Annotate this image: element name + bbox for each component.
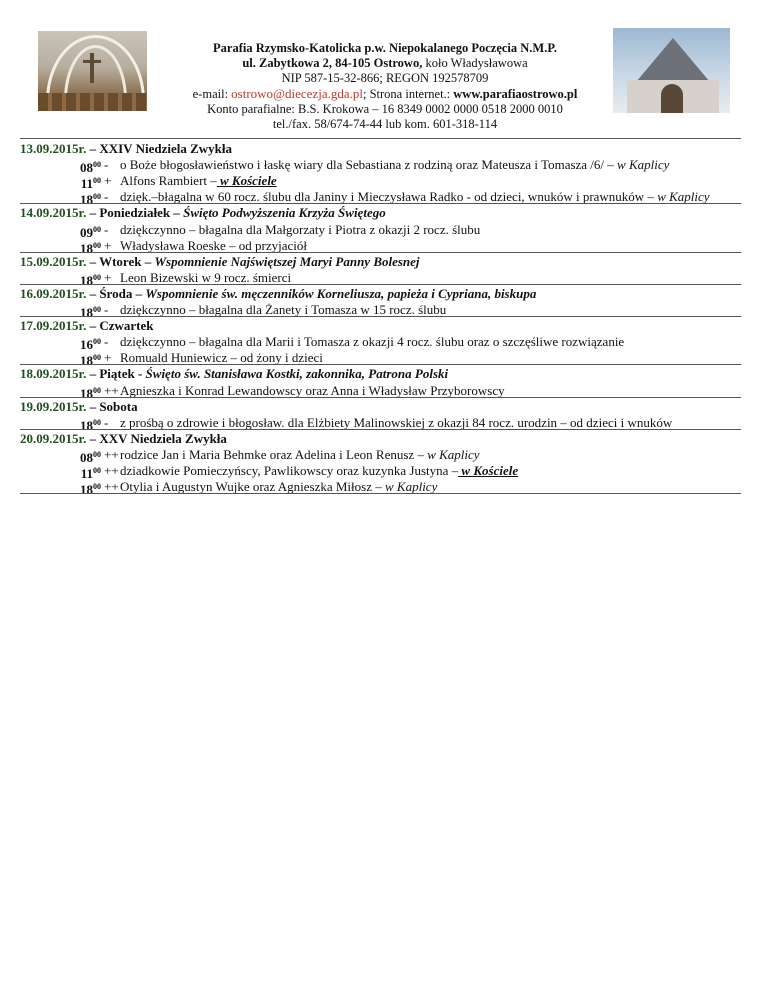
divider: [20, 203, 741, 204]
day-heading: [20, 141, 232, 157]
intention-text: o Boże błogosławieństwo i łaskę wiary dla Sebastiana z rodziną oraz Mateusza i Tomasza /6/ –: [120, 157, 614, 173]
intention-text: Alfons Rambiert –: [120, 173, 217, 189]
mass-hour: 11: [80, 466, 93, 481]
mass-minutes: 00: [93, 176, 101, 186]
mass-intention: [120, 447, 480, 463]
intention-mark: ++: [104, 463, 119, 478]
day-date: 14.09.2015r.: [20, 205, 87, 221]
intention-mark: +: [104, 350, 112, 366]
mass-intention: [120, 222, 480, 238]
intention-text: Władysława Roeske – od przyjaciół: [120, 237, 307, 253]
day-name: – XXV Niedziela Zwykła: [86, 430, 227, 446]
mass-hour: 18: [80, 192, 93, 208]
mass-minutes: 00: [93, 385, 101, 395]
mass-time: [73, 479, 101, 498]
day-name: – Sobota: [86, 398, 138, 414]
intention-mark: ++: [104, 479, 119, 495]
mass-minutes: 00: [93, 466, 101, 475]
intention-mark: -: [104, 302, 109, 317]
day-date: 16.09.2015r.: [20, 285, 87, 301]
intention-mark: ++: [104, 382, 119, 398]
mass-hour: 18: [80, 353, 93, 369]
day-heading: [20, 318, 153, 334]
mass-intention: [120, 157, 669, 173]
mass-minutes: 00: [93, 417, 101, 427]
day-heading: [20, 399, 138, 415]
day-date: 20.09.2015r.: [20, 430, 87, 446]
mass-intention: [120, 463, 518, 479]
day-name: – Wtorek –: [86, 253, 155, 269]
parish-name: Parafia Rzymsko-Katolicka p.w. Niepokalanego Poczęcia N.M.P.: [213, 41, 557, 55]
feast-name: Święto Podwyższenia Krzyża Świętego: [183, 205, 386, 221]
mass-location: w Kaplicy: [613, 157, 670, 173]
day-date: 19.09.2015r.: [20, 398, 87, 414]
mass-hour: 18: [80, 272, 93, 288]
day-heading: [20, 286, 536, 302]
intention-mark: -: [104, 334, 109, 350]
divider: [20, 316, 741, 317]
email-link[interactable]: ostrowo@diecezja.gda.pl: [231, 86, 363, 101]
mass-minutes: 00: [93, 192, 101, 202]
parish-header: [160, 41, 610, 132]
mass-location: w Kościele: [216, 173, 277, 189]
divider: [20, 397, 741, 398]
intention-mark: -: [104, 221, 109, 237]
mass-hour: 08: [80, 449, 93, 465]
mass-minutes: 00: [93, 160, 101, 170]
mass-minutes: 00: [93, 224, 101, 234]
divider: [20, 364, 741, 365]
church-exterior-photo: [613, 28, 730, 113]
mass-intention: [120, 334, 624, 350]
intention-text: dziękczynno – błagalna dla Małgorzaty i Piotra z okazji 2 rocz. ślubu: [120, 221, 481, 237]
mass-hour: 11: [80, 176, 93, 192]
mass-minutes: 00: [93, 272, 101, 282]
mass-minutes: 00: [93, 240, 101, 250]
feast-name: Święto św. Stanisława Kostki, zakonnika, Patrona Polski: [145, 366, 449, 382]
divider: [20, 429, 741, 430]
mass-location: w Kaplicy: [381, 479, 438, 495]
intention-mark: +: [104, 269, 112, 285]
mass-hour: 18: [80, 240, 93, 256]
day-name: – Środa –: [86, 285, 146, 301]
feast-name: Wspomnienie Najświętszej Maryi Panny Bolesnej: [154, 253, 420, 269]
mass-hour: 16: [80, 337, 93, 353]
mass-location: w Kaplicy: [423, 446, 480, 462]
day-date: 17.09.2015r.: [20, 318, 87, 334]
day-name: – Czwartek: [86, 318, 154, 334]
mass-hour: 08: [80, 160, 93, 176]
day-heading: [20, 205, 386, 221]
parish-address: ul. Zabytkowa 2, 84-105 Ostrowo, koło Władysławowa: [242, 56, 528, 70]
parish-contact: e-mail: ostrowo@diecezja.gda.pl; Strona internet.: www.parafiaostrowo.pl: [192, 86, 578, 101]
feast-name: Wspomnienie św. męczenników Korneliusza, papieża i Cypriana, biskupa: [145, 285, 537, 301]
intention-text: dziękczynno – błagalna dla Żanety i Tomasza w 15 rocz. ślubu: [120, 302, 447, 317]
divider: [20, 252, 741, 253]
intention-mark: +: [104, 237, 112, 253]
mass-hour: 09: [80, 224, 93, 240]
mass-hour: 18: [80, 385, 93, 401]
mass-minutes: 00: [93, 449, 101, 459]
day-heading: [20, 431, 227, 447]
mass-intention: [120, 173, 277, 189]
parish-ids: NIP 587-15-32-866; REGON 192578709: [281, 71, 489, 85]
intention-mark: -: [104, 157, 109, 173]
intention-mark: ++: [104, 446, 119, 462]
intention-mark: -: [104, 414, 109, 430]
day-date: 13.09.2015r.: [20, 141, 87, 156]
intention-text: rodzice Jan i Maria Behmke oraz Adelina i Leon Renusz –: [120, 446, 424, 462]
website-link[interactable]: www.parafiaostrowo.pl: [453, 87, 578, 101]
day-date: 18.09.2015r.: [20, 366, 87, 382]
mass-hour: 18: [80, 305, 93, 320]
day-name: – XXIV Niedziela Zwykła: [86, 141, 232, 156]
intention-text: dziękczynno – błagalna dla Marii i Tomasza z okazji 4 rocz. ślubu oraz o szczęśliwe rozwiązanie: [120, 334, 625, 350]
day-heading: [20, 254, 420, 270]
intention-mark: +: [104, 173, 112, 189]
intention-text: Otylia i Augustyn Wujke oraz Agnieszka Miłosz –: [120, 479, 382, 495]
divider: [20, 493, 741, 494]
mass-minutes: 00: [93, 482, 101, 492]
divider: [20, 138, 741, 139]
intention-text: Agnieszka i Konrad Lewandowscy oraz Anna i Władysław Przyborowscy: [120, 382, 505, 398]
parish-phone: tel./fax. 58/674-74-44 lub kom. 601-318-114: [272, 117, 498, 131]
intention-text: dziadkowie Pomieczyńscy, Pawlikowscy oraz kuzynka Justyna –: [120, 463, 459, 478]
intention-text: Romuald Huniewicz – od żony i dzieci: [120, 350, 323, 366]
mass-minutes: 00: [93, 337, 101, 347]
mass-minutes: 00: [93, 353, 101, 363]
divider: [20, 284, 741, 285]
mass-hour: 18: [80, 417, 93, 433]
day-name: – Poniedziałek –: [86, 205, 184, 221]
intention-text: Leon Bizewski w 9 rocz. śmierci: [120, 269, 292, 285]
mass-location: w Kaplicy: [653, 189, 710, 205]
church-interior-photo: [38, 31, 147, 111]
mass-hour: 18: [80, 482, 93, 498]
parish-account: Konto parafialne: B.S. Krokowa – 16 8349 0002 0000 0518 2000 0010: [207, 102, 563, 116]
day-name: – Piątek -: [86, 366, 146, 382]
intention-text: z prośbą o zdrowie i błogosław. dla Elżbiety Malinowskiej z okazji 84 rocz. urodzin – od dzieci i wnuków: [120, 414, 673, 430]
intention-text: dzięk.–błagalna w 60 rocz. ślubu dla Janiny i Mieczysława Radko - od dzieci, wnuków i prawnuków –: [120, 189, 654, 205]
mass-minutes: 00: [93, 305, 101, 314]
intention-mark: -: [104, 189, 109, 205]
day-date: 15.09.2015r.: [20, 253, 87, 269]
mass-location: w Kościele: [458, 463, 519, 478]
day-heading: [20, 366, 448, 382]
